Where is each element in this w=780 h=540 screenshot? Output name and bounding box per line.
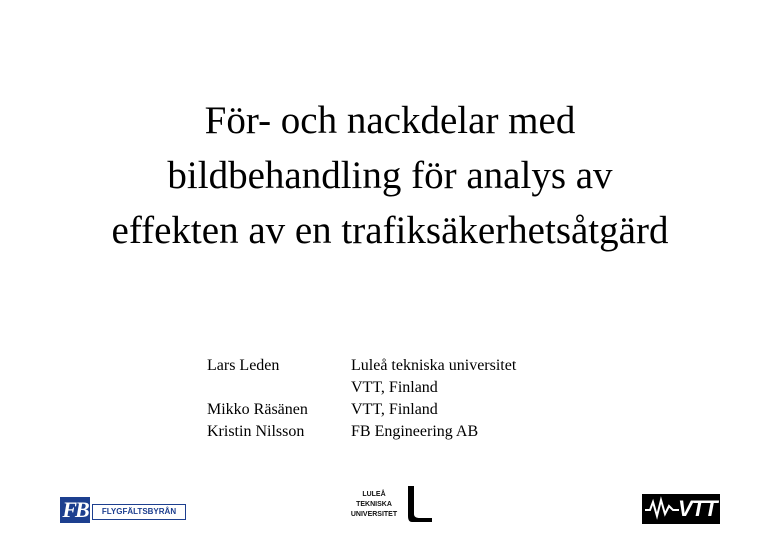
lulea-logo [342, 484, 438, 528]
lulea-logo-line: UNIVERSITET [350, 511, 398, 518]
title-line-3: effekten av en trafiksäkerhetsåtgärd [111, 209, 669, 252]
title-line-2: bildbehandling för analys av [167, 154, 613, 197]
vtt-logo [642, 494, 720, 524]
author-affiliation: Luleå tekniska universitet [351, 357, 517, 374]
slide-title [0, 93, 780, 258]
lulea-L-icon [400, 484, 434, 524]
lulea-logo-text [342, 490, 406, 520]
lulea-logo-line: LULEÅ [362, 491, 386, 498]
author-name: Lars Leden [207, 357, 280, 374]
title-line-1: För- och nackdelar med [204, 99, 576, 142]
fb-logo [60, 496, 184, 524]
vtt-logo-text: VTT [678, 496, 717, 521]
author-name: Mikko Räsänen [207, 401, 308, 418]
wave-icon [644, 496, 680, 522]
author-name: Kristin Nilsson [207, 423, 305, 440]
author-affiliation: VTT, Finland [351, 401, 438, 418]
fb-logo-text: FLYGFÄLTSBYRÅN [92, 504, 186, 520]
fb-logo-mark: FB [60, 497, 90, 523]
author-affiliation: VTT, Finland [351, 379, 438, 396]
lulea-logo-line: TEKNISKA [356, 501, 392, 508]
author-affiliation: FB Engineering AB [351, 423, 479, 440]
